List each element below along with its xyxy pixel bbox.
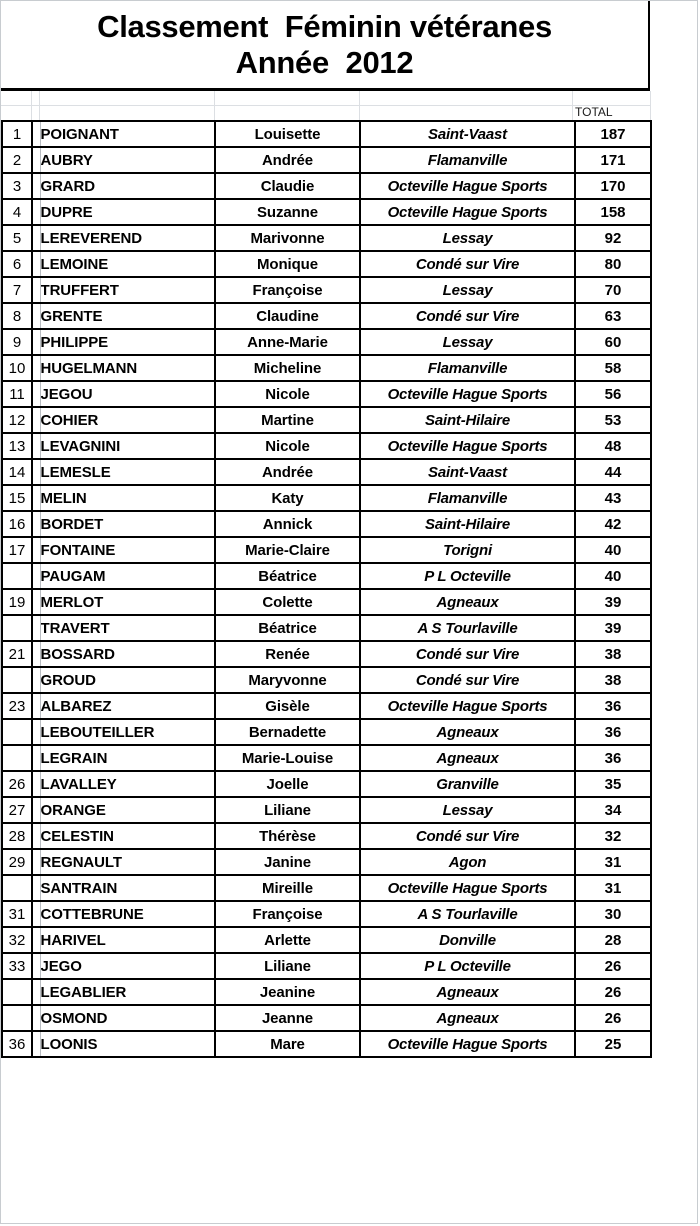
cell-firstname: Nicole (215, 381, 360, 407)
cell-firstname: Françoise (215, 277, 360, 303)
cell-lastname: COHIER (40, 407, 215, 433)
table-row (2, 147, 651, 173)
cell-firstname: Claudie (215, 173, 360, 199)
cell-club: Condé sur Vire (360, 823, 575, 849)
cell-lastname: BORDET (40, 511, 215, 537)
table-row (2, 771, 651, 797)
cell-rank (2, 1005, 32, 1031)
cell-firstname: Jeanne (215, 1005, 360, 1031)
cell-lastname: FONTAINE (40, 537, 215, 563)
cell-rank: 21 (2, 641, 32, 667)
cell-spacer (32, 147, 40, 173)
cell-rank: 13 (2, 433, 32, 459)
table-row (2, 979, 651, 1005)
cell-spacer (32, 771, 40, 797)
cell-firstname: Mare (215, 1031, 360, 1057)
cell-spacer (32, 511, 40, 537)
cell-club: Lessay (360, 277, 575, 303)
cell-lastname: PHILIPPE (40, 329, 215, 355)
table-row (2, 121, 651, 147)
cell-spacer (32, 823, 40, 849)
cell-spacer (32, 199, 40, 225)
cell-firstname: Maryvonne (215, 667, 360, 693)
cell-spacer (32, 979, 40, 1005)
cell-lastname: CELESTIN (40, 823, 215, 849)
cell-rank: 36 (2, 1031, 32, 1057)
cell-firstname: Liliane (215, 797, 360, 823)
table-row (2, 1031, 651, 1057)
table-row (2, 823, 651, 849)
cell-rank: 28 (2, 823, 32, 849)
cell-firstname: Renée (215, 641, 360, 667)
cell-rank (2, 745, 32, 771)
cell-lastname: TRUFFERT (40, 277, 215, 303)
cell-total: 40 (575, 537, 651, 563)
cell-firstname: Marivonne (215, 225, 360, 251)
cell-rank (2, 979, 32, 1005)
cell-lastname: HARIVEL (40, 927, 215, 953)
cell-rank: 33 (2, 953, 32, 979)
cell-club: Octeville Hague Sports (360, 433, 575, 459)
cell-lastname: LAVALLEY (40, 771, 215, 797)
cell-spacer (32, 745, 40, 771)
table-row (2, 329, 651, 355)
ranking-table-body (2, 121, 651, 1057)
cell-firstname: Suzanne (215, 199, 360, 225)
cell-firstname: Jeanine (215, 979, 360, 1005)
page-title-line-2: Année 2012 (235, 44, 414, 80)
cell-club: P L Octeville (360, 563, 575, 589)
cell-spacer (32, 1031, 40, 1057)
cell-firstname: Louisette (215, 121, 360, 147)
cell-club: Agneaux (360, 719, 575, 745)
cell-lastname: BOSSARD (40, 641, 215, 667)
column-header-total: TOTAL (575, 105, 613, 119)
cell-total: 31 (575, 849, 651, 875)
cell-firstname: Andrée (215, 147, 360, 173)
cell-club: Torigni (360, 537, 575, 563)
table-row (2, 953, 651, 979)
cell-total: 70 (575, 277, 651, 303)
cell-firstname: Monique (215, 251, 360, 277)
cell-lastname: LEBOUTEILLER (40, 719, 215, 745)
cell-rank: 11 (2, 381, 32, 407)
cell-club: Agneaux (360, 979, 575, 1005)
cell-total: 44 (575, 459, 651, 485)
cell-spacer (32, 901, 40, 927)
cell-lastname: LEMESLE (40, 459, 215, 485)
cell-total: 39 (575, 589, 651, 615)
cell-firstname: Bernadette (215, 719, 360, 745)
cell-rank: 19 (2, 589, 32, 615)
cell-total: 56 (575, 381, 651, 407)
cell-spacer (32, 277, 40, 303)
cell-club: Agneaux (360, 589, 575, 615)
cell-firstname: Gisèle (215, 693, 360, 719)
cell-spacer (32, 927, 40, 953)
cell-lastname: GROUD (40, 667, 215, 693)
cell-club: Octeville Hague Sports (360, 875, 575, 901)
cell-lastname: LEGRAIN (40, 745, 215, 771)
cell-lastname: LEGABLIER (40, 979, 215, 1005)
table-row (2, 875, 651, 901)
cell-rank: 16 (2, 511, 32, 537)
cell-club: Condé sur Vire (360, 667, 575, 693)
cell-firstname: Marie-Louise (215, 745, 360, 771)
cell-rank: 12 (2, 407, 32, 433)
cell-spacer (32, 589, 40, 615)
cell-total: 38 (575, 641, 651, 667)
cell-firstname: Colette (215, 589, 360, 615)
cell-total: 42 (575, 511, 651, 537)
table-header-strip (1, 91, 650, 120)
cell-club: Flamanville (360, 485, 575, 511)
cell-club: Agon (360, 849, 575, 875)
cell-club: Condé sur Vire (360, 303, 575, 329)
cell-club: Saint-Vaast (360, 121, 575, 147)
cell-lastname: JEGOU (40, 381, 215, 407)
table-row (2, 1005, 651, 1031)
cell-total: 34 (575, 797, 651, 823)
cell-firstname: Mireille (215, 875, 360, 901)
cell-total: 171 (575, 147, 651, 173)
cell-lastname: TRAVERT (40, 615, 215, 641)
cell-total: 158 (575, 199, 651, 225)
cell-lastname: MERLOT (40, 589, 215, 615)
cell-lastname: JEGO (40, 953, 215, 979)
table-row (2, 693, 651, 719)
cell-total: 26 (575, 979, 651, 1005)
cell-lastname: REGNAULT (40, 849, 215, 875)
gridline-vertical (650, 91, 651, 120)
cell-rank: 6 (2, 251, 32, 277)
cell-club: Saint-Hilaire (360, 511, 575, 537)
cell-club: Lessay (360, 225, 575, 251)
cell-firstname: Joelle (215, 771, 360, 797)
cell-total: 35 (575, 771, 651, 797)
cell-spacer (32, 303, 40, 329)
cell-firstname: Martine (215, 407, 360, 433)
cell-total: 53 (575, 407, 651, 433)
cell-lastname: LEVAGNINI (40, 433, 215, 459)
cell-club: A S Tourlaville (360, 901, 575, 927)
cell-total: 32 (575, 823, 651, 849)
cell-firstname: Béatrice (215, 615, 360, 641)
cell-total: 187 (575, 121, 651, 147)
table-row (2, 225, 651, 251)
cell-total: 31 (575, 875, 651, 901)
cell-rank: 26 (2, 771, 32, 797)
cell-rank: 17 (2, 537, 32, 563)
table-row (2, 277, 651, 303)
cell-club: Saint-Hilaire (360, 407, 575, 433)
cell-spacer (32, 641, 40, 667)
table-row (2, 745, 651, 771)
cell-spacer (32, 173, 40, 199)
page-title-line-1: Classement Féminin vétéranes (97, 8, 552, 44)
cell-rank: 5 (2, 225, 32, 251)
cell-club: Octeville Hague Sports (360, 693, 575, 719)
cell-firstname: Andrée (215, 459, 360, 485)
table-row (2, 407, 651, 433)
cell-spacer (32, 563, 40, 589)
table-row (2, 563, 651, 589)
cell-club: Agneaux (360, 1005, 575, 1031)
cell-rank: 27 (2, 797, 32, 823)
cell-spacer (32, 1005, 40, 1031)
cell-club: Octeville Hague Sports (360, 1031, 575, 1057)
cell-spacer (32, 485, 40, 511)
cell-club: Donville (360, 927, 575, 953)
title-block (1, 1, 650, 91)
cell-lastname: SANTRAIN (40, 875, 215, 901)
cell-firstname: Arlette (215, 927, 360, 953)
cell-club: Agneaux (360, 745, 575, 771)
cell-rank: 7 (2, 277, 32, 303)
cell-total: 80 (575, 251, 651, 277)
cell-rank: 10 (2, 355, 32, 381)
table-row (2, 927, 651, 953)
cell-spacer (32, 329, 40, 355)
cell-club: P L Octeville (360, 953, 575, 979)
cell-spacer (32, 537, 40, 563)
cell-firstname: Liliane (215, 953, 360, 979)
cell-lastname: ALBAREZ (40, 693, 215, 719)
cell-lastname: LEREVEREND (40, 225, 215, 251)
cell-lastname: MELIN (40, 485, 215, 511)
cell-total: 36 (575, 693, 651, 719)
cell-club: Octeville Hague Sports (360, 381, 575, 407)
cell-rank: 8 (2, 303, 32, 329)
cell-lastname: ORANGE (40, 797, 215, 823)
cell-total: 60 (575, 329, 651, 355)
cell-firstname: Anne-Marie (215, 329, 360, 355)
cell-rank: 31 (2, 901, 32, 927)
cell-lastname: AUBRY (40, 147, 215, 173)
table-row (2, 433, 651, 459)
cell-rank (2, 667, 32, 693)
cell-lastname: LOONIS (40, 1031, 215, 1057)
cell-club: Octeville Hague Sports (360, 199, 575, 225)
cell-lastname: HUGELMANN (40, 355, 215, 381)
table-row (2, 199, 651, 225)
cell-firstname: Nicole (215, 433, 360, 459)
table-row (2, 797, 651, 823)
cell-club: Lessay (360, 797, 575, 823)
table-row (2, 537, 651, 563)
table-row (2, 381, 651, 407)
cell-firstname: Thérèse (215, 823, 360, 849)
table-row (2, 303, 651, 329)
cell-rank: 2 (2, 147, 32, 173)
cell-rank: 23 (2, 693, 32, 719)
cell-total: 63 (575, 303, 651, 329)
cell-spacer (32, 693, 40, 719)
cell-lastname: COTTEBRUNE (40, 901, 215, 927)
table-row (2, 641, 651, 667)
cell-lastname: OSMOND (40, 1005, 215, 1031)
cell-rank (2, 719, 32, 745)
cell-total: 30 (575, 901, 651, 927)
cell-spacer (32, 953, 40, 979)
cell-spacer (32, 121, 40, 147)
cell-spacer (32, 797, 40, 823)
cell-total: 40 (575, 563, 651, 589)
cell-lastname: PAUGAM (40, 563, 215, 589)
cell-spacer (32, 381, 40, 407)
cell-spacer (32, 849, 40, 875)
cell-total: 58 (575, 355, 651, 381)
table-row (2, 173, 651, 199)
cell-lastname: LEMOINE (40, 251, 215, 277)
cell-spacer (32, 459, 40, 485)
cell-rank (2, 875, 32, 901)
cell-rank: 14 (2, 459, 32, 485)
cell-spacer (32, 875, 40, 901)
table-row (2, 511, 651, 537)
cell-total: 48 (575, 433, 651, 459)
cell-total: 26 (575, 953, 651, 979)
cell-lastname: GRARD (40, 173, 215, 199)
cell-spacer (32, 407, 40, 433)
cell-spacer (32, 355, 40, 381)
cell-total: 26 (575, 1005, 651, 1031)
cell-lastname: DUPRE (40, 199, 215, 225)
cell-firstname: Claudine (215, 303, 360, 329)
table-row (2, 901, 651, 927)
cell-total: 36 (575, 745, 651, 771)
cell-total: 43 (575, 485, 651, 511)
cell-rank: 15 (2, 485, 32, 511)
cell-club: Flamanville (360, 355, 575, 381)
cell-rank: 32 (2, 927, 32, 953)
cell-total: 38 (575, 667, 651, 693)
cell-club: Lessay (360, 329, 575, 355)
cell-spacer (32, 433, 40, 459)
cell-firstname: Béatrice (215, 563, 360, 589)
cell-total: 92 (575, 225, 651, 251)
cell-rank: 3 (2, 173, 32, 199)
cell-total: 39 (575, 615, 651, 641)
cell-rank (2, 563, 32, 589)
cell-club: Octeville Hague Sports (360, 173, 575, 199)
cell-club: A S Tourlaville (360, 615, 575, 641)
cell-total: 170 (575, 173, 651, 199)
cell-spacer (32, 615, 40, 641)
ranking-table (1, 120, 652, 1058)
table-row (2, 251, 651, 277)
table-row (2, 355, 651, 381)
cell-club: Condé sur Vire (360, 641, 575, 667)
table-row (2, 459, 651, 485)
table-row (2, 615, 651, 641)
cell-firstname: Annick (215, 511, 360, 537)
cell-spacer (32, 251, 40, 277)
cell-rank (2, 615, 32, 641)
cell-firstname: Micheline (215, 355, 360, 381)
cell-lastname: GRENTE (40, 303, 215, 329)
table-row (2, 719, 651, 745)
cell-club: Condé sur Vire (360, 251, 575, 277)
cell-total: 28 (575, 927, 651, 953)
cell-club: Granville (360, 771, 575, 797)
cell-spacer (32, 719, 40, 745)
cell-club: Saint-Vaast (360, 459, 575, 485)
table-row (2, 589, 651, 615)
cell-club: Flamanville (360, 147, 575, 173)
cell-firstname: Françoise (215, 901, 360, 927)
table-row (2, 667, 651, 693)
cell-rank: 29 (2, 849, 32, 875)
cell-rank: 4 (2, 199, 32, 225)
cell-spacer (32, 225, 40, 251)
table-row (2, 485, 651, 511)
cell-total: 25 (575, 1031, 651, 1057)
cell-spacer (32, 667, 40, 693)
cell-firstname: Marie-Claire (215, 537, 360, 563)
cell-total: 36 (575, 719, 651, 745)
cell-firstname: Janine (215, 849, 360, 875)
cell-rank: 1 (2, 121, 32, 147)
cell-rank: 9 (2, 329, 32, 355)
cell-lastname: POIGNANT (40, 121, 215, 147)
cell-firstname: Katy (215, 485, 360, 511)
table-row (2, 849, 651, 875)
